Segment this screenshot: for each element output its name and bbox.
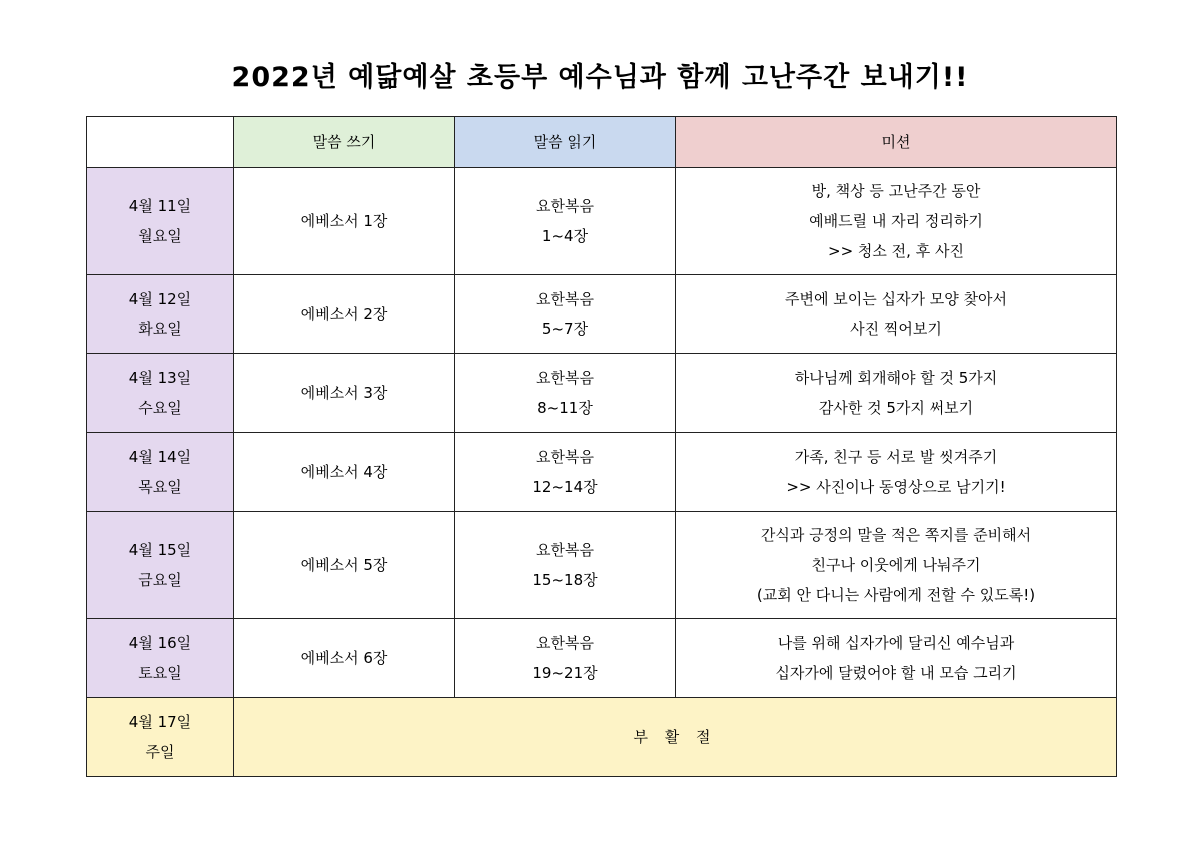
table-row: [87, 354, 1117, 433]
read-cell: [455, 168, 676, 275]
read-chapters-text: 8~11장: [537, 399, 593, 417]
mission-line: >> 사진이나 동영상으로 남기기!: [786, 478, 1006, 496]
day-cell: [87, 275, 234, 354]
day-cell: [87, 512, 234, 619]
mission-line: 가족, 친구 등 서로 발 씻겨주기: [794, 448, 998, 466]
date-text: 4월 14일: [128, 448, 192, 466]
mission-cell: [676, 354, 1117, 433]
easter-label: 부 활 절: [234, 698, 1117, 777]
day-cell: [87, 433, 234, 512]
read-book-text: 요한복음: [536, 197, 594, 215]
date-text: 4월 17일: [128, 713, 192, 731]
read-cell: [455, 275, 676, 354]
day-cell: [87, 168, 234, 275]
read-chapters-text: 19~21장: [532, 664, 598, 682]
read-chapters-text: 5~7장: [541, 320, 589, 338]
date-text: 4월 13일: [128, 369, 192, 387]
weekday-text: 수요일: [138, 399, 182, 417]
write-cell: 에베소서 1장: [234, 168, 455, 275]
read-cell: [455, 619, 676, 698]
weekday-text: 목요일: [138, 478, 182, 496]
mission-cell: [676, 512, 1117, 619]
weekday-text: 화요일: [138, 320, 182, 338]
holy-week-schedule-table: [86, 116, 1117, 777]
table-row: [87, 433, 1117, 512]
mission-line: (교회 안 다니는 사람에게 전할 수 있도록!): [756, 586, 1036, 604]
write-cell: 에베소서 4장: [234, 433, 455, 512]
date-text: 4월 12일: [128, 290, 192, 308]
write-cell: 에베소서 3장: [234, 354, 455, 433]
read-chapters-text: 12~14장: [532, 478, 598, 496]
read-book-text: 요한복음: [536, 369, 594, 387]
mission-line: 하나님께 회개해야 할 것 5가지: [794, 369, 998, 387]
mission-line: 간식과 긍정의 말을 적은 쪽지를 준비해서: [760, 526, 1032, 544]
read-cell: [455, 512, 676, 619]
weekday-text: 금요일: [138, 571, 182, 589]
weekday-text: 월요일: [138, 227, 182, 245]
table-row: [87, 512, 1117, 619]
read-book-text: 요한복음: [536, 541, 594, 559]
mission-line: 방, 책상 등 고난주간 동안: [811, 182, 981, 200]
mission-line: 주변에 보이는 십자가 모양 찾아서: [785, 290, 1007, 308]
read-chapters-text: 15~18장: [532, 571, 598, 589]
header-mission: 미션: [676, 117, 1117, 168]
write-cell: 에베소서 6장: [234, 619, 455, 698]
read-cell: [455, 354, 676, 433]
page-title: 2022년 예닮예살 초등부 예수님과 함께 고난주간 보내기!!: [231, 62, 969, 93]
date-text: 4월 16일: [128, 634, 192, 652]
header-write: 말씀 쓰기: [234, 117, 455, 168]
date-text: 4월 11일: [128, 197, 192, 215]
mission-line: 사진 찍어보기: [850, 320, 942, 338]
table-row: [87, 168, 1117, 275]
mission-line: 나를 위해 십자가에 달리신 예수님과: [777, 634, 1015, 652]
write-cell: 에베소서 5장: [234, 512, 455, 619]
easter-row: [87, 698, 1117, 777]
day-cell: [87, 354, 234, 433]
mission-line: 십자가에 달렸어야 할 내 모습 그리기: [775, 664, 1017, 682]
table-row: [87, 275, 1117, 354]
sunday-day-cell: [87, 698, 234, 777]
read-book-text: 요한복음: [536, 634, 594, 652]
header-row: [87, 117, 1117, 168]
mission-line: >> 청소 전, 후 사진: [828, 242, 964, 260]
date-text: 4월 15일: [128, 541, 192, 559]
mission-cell: [676, 433, 1117, 512]
header-read: 말씀 읽기: [455, 117, 676, 168]
weekday-text: 토요일: [138, 664, 182, 682]
day-cell: [87, 619, 234, 698]
read-chapters-text: 1~4장: [541, 227, 589, 245]
weekday-text: 주일: [145, 743, 175, 761]
mission-cell: [676, 619, 1117, 698]
mission-cell: [676, 168, 1117, 275]
mission-line: 감사한 것 5가지 써보기: [818, 399, 974, 417]
mission-cell: [676, 275, 1117, 354]
write-cell: 에베소서 2장: [234, 275, 455, 354]
header-blank-cell: [87, 117, 234, 168]
read-book-text: 요한복음: [536, 448, 594, 466]
mission-line: 예배드릴 내 자리 정리하기: [809, 212, 983, 230]
table-row: [87, 619, 1117, 698]
read-book-text: 요한복음: [536, 290, 594, 308]
read-cell: [455, 433, 676, 512]
mission-line: 친구나 이웃에게 나눠주기: [811, 556, 981, 574]
